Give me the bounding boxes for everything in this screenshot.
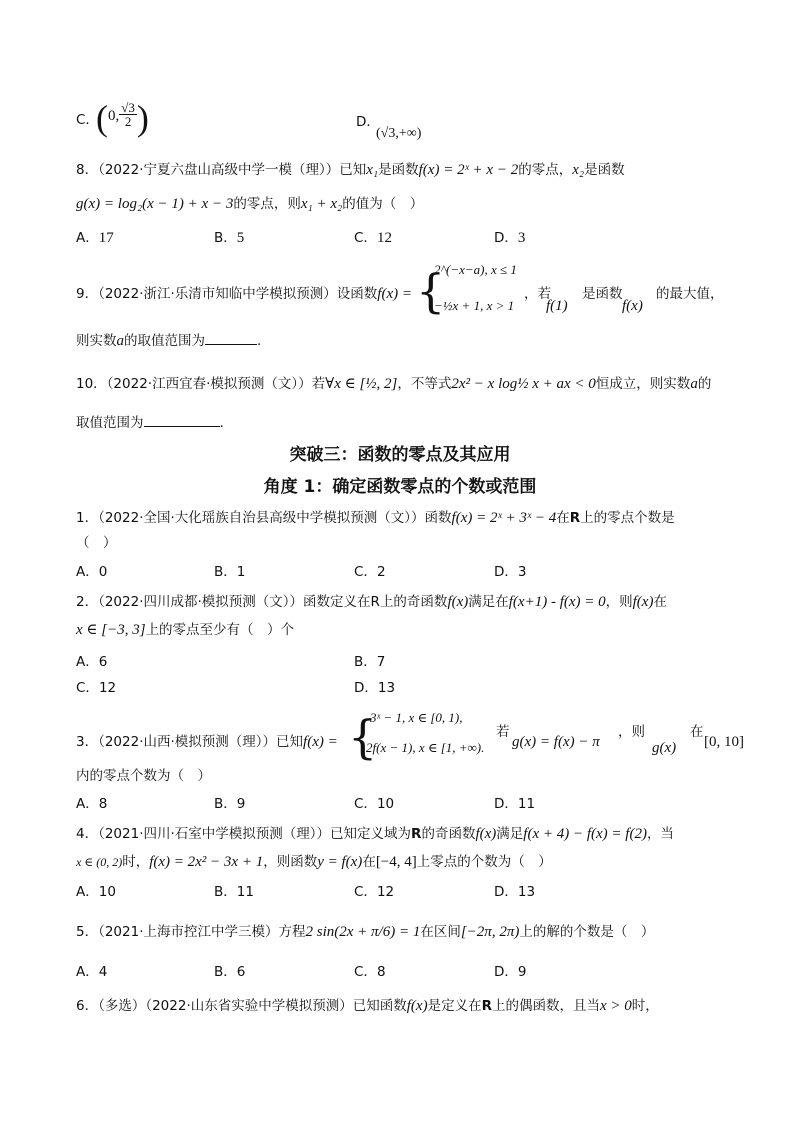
p4-option-c: C．12 (354, 884, 395, 900)
problem-5-line1: 5．（2021·上海市控江中学三模）方程2 sin(2x + π/6) = 1在区间[−2π, 2π)上的解的个数是（ ） (76, 924, 655, 940)
answer-blank (205, 330, 257, 345)
problem-2-line2: x ∈ [−3, 3]上的零点至少有（ ）个 (76, 622, 295, 638)
p2-option-b: B．7 (354, 654, 386, 670)
p3-gx: g(x) = f(x) − π (512, 734, 600, 750)
p3-interval: [0, 10] (704, 734, 744, 750)
problem-2-line1: 2．（2022·四川成都·模拟预测（文））函数定义在R上的奇函数f(x)满足在f(x+1) - f(x) = 0，则f(x)在 (76, 594, 667, 610)
problem-4-line2: x ∈ (0, 2)时，f(x) = 2x² − 3x + 1，则函数y = f(x)在[−4, 4]上零点的个数为（ ） (76, 854, 552, 870)
p4-option-a: A．10 (76, 884, 116, 900)
p2-option-c: C．12 (76, 680, 117, 696)
q9-case-1: 2^(−x−a), x ≤ 1 (434, 262, 517, 277)
p3-option-b: B．9 (214, 796, 246, 812)
q9-f1: f(1) (546, 298, 568, 314)
question-8-line2: g(x) = log₂(x − 1) + x − 3的零点，则x₁ + x₂的值为（ ） (76, 196, 424, 212)
q9-fx: f(x) (622, 298, 643, 314)
p1-option-a: A．0 (76, 564, 108, 580)
q9-mid-text: ，若 (524, 286, 551, 302)
p3-option-c: C．10 (354, 796, 395, 812)
p3-text3: 在 (690, 724, 704, 740)
p3-text2: ，则 (618, 724, 645, 740)
question-9-line2: 则实数a的取值范围为 . (76, 330, 740, 351)
problem-1-line2: （ ） (76, 535, 117, 551)
p4-option-b: B．11 (214, 884, 254, 900)
p3-option-d: D．11 (494, 796, 536, 812)
q8-option-b: B．5 (214, 230, 245, 246)
problem-1-line1: 1．（2022·全国·大化瑶族自治县高级中学模拟预测（文））函数f(x) = 2ˣ + 3ˣ − 4在R上的零点个数是 (76, 510, 675, 526)
option-label: C． (76, 112, 99, 128)
question-10-line2: 取值范围为 . (76, 412, 740, 433)
option-d-formula: (√3,+∞) (376, 126, 422, 141)
problem-3-line2: 内的零点个数为（ ） (76, 768, 211, 784)
p2-option-a: A．6 (76, 654, 108, 670)
q8-option-a: A．17 (76, 230, 114, 246)
p3-gx2: g(x) (652, 740, 677, 756)
answer-blank (144, 412, 220, 427)
q9-text2: 是函数 (582, 286, 623, 302)
q8-option-c: C．12 (354, 230, 392, 246)
question-8-line1: 8．（2022·宁夏六盘山高级中学一模（理））已知x₁是函数f(x) = 2ˣ + x − 2的零点，x₂是函数 (76, 162, 625, 178)
q9-text3: 的最大值， (656, 286, 724, 302)
p5-option-a: A．4 (76, 964, 108, 980)
p1-option-d: D．3 (494, 564, 527, 580)
q9-case-2: −½x + 1, x > 1 (434, 298, 515, 313)
p5-option-c: C．8 (354, 964, 386, 980)
p1-option-c: C．2 (354, 564, 386, 580)
p3-case-1: 3ˣ − 1, x ∈ [0, 1), (370, 710, 463, 725)
p5-option-b: B．6 (214, 964, 246, 980)
question-10-line1: 10．（2022·江西宜春·模拟预测（文））若∀x ∈ [½, 2]，不等式2x² − x log½ x + ax < 0恒成立，则实数a的 (76, 376, 712, 392)
section-title: 突破三：函数的零点及其应用 (289, 445, 511, 465)
q8-option-d: D．3 (494, 230, 526, 246)
problem-6-line1: 6．（多选）（2022·山东省实验中学模拟预测）已知函数f(x)是定义在R上的偶函数，且当x > 0时， (76, 998, 659, 1014)
p3-text1: 若 (496, 724, 510, 740)
p3-option-a: A．8 (76, 796, 108, 812)
p3-case-2: 2f(x − 1), x ∈ [1, +∞). (366, 740, 485, 755)
section-subtitle: 角度 1：确定函数零点的个数或范围 (263, 477, 537, 497)
question-9-line1: 9．（2022·浙江·乐清市知临中学模拟预测）设函数f(x) = (76, 286, 412, 302)
problem-4-line1: 4．（2021·四川·石室中学模拟预测（理））已知定义域为R的奇函数f(x)满足f(x + 4) − f(x) = f(2)，当 (76, 826, 674, 842)
p4-option-d: D．13 (494, 884, 536, 900)
p2-option-d: D．13 (354, 680, 396, 696)
option-c-formula: ($^{0,}$ $\frac{√3}{2}$ ) (96, 98, 149, 138)
p3-brace: { (348, 710, 378, 764)
q9-brace: { (416, 264, 446, 318)
p5-option-d: D．9 (494, 964, 527, 980)
problem-3-line1: 3．（2022·山西·模拟预测（理））已知f(x) = (76, 734, 338, 750)
p1-option-b: B．1 (214, 564, 246, 580)
option-label: D． (356, 114, 380, 130)
